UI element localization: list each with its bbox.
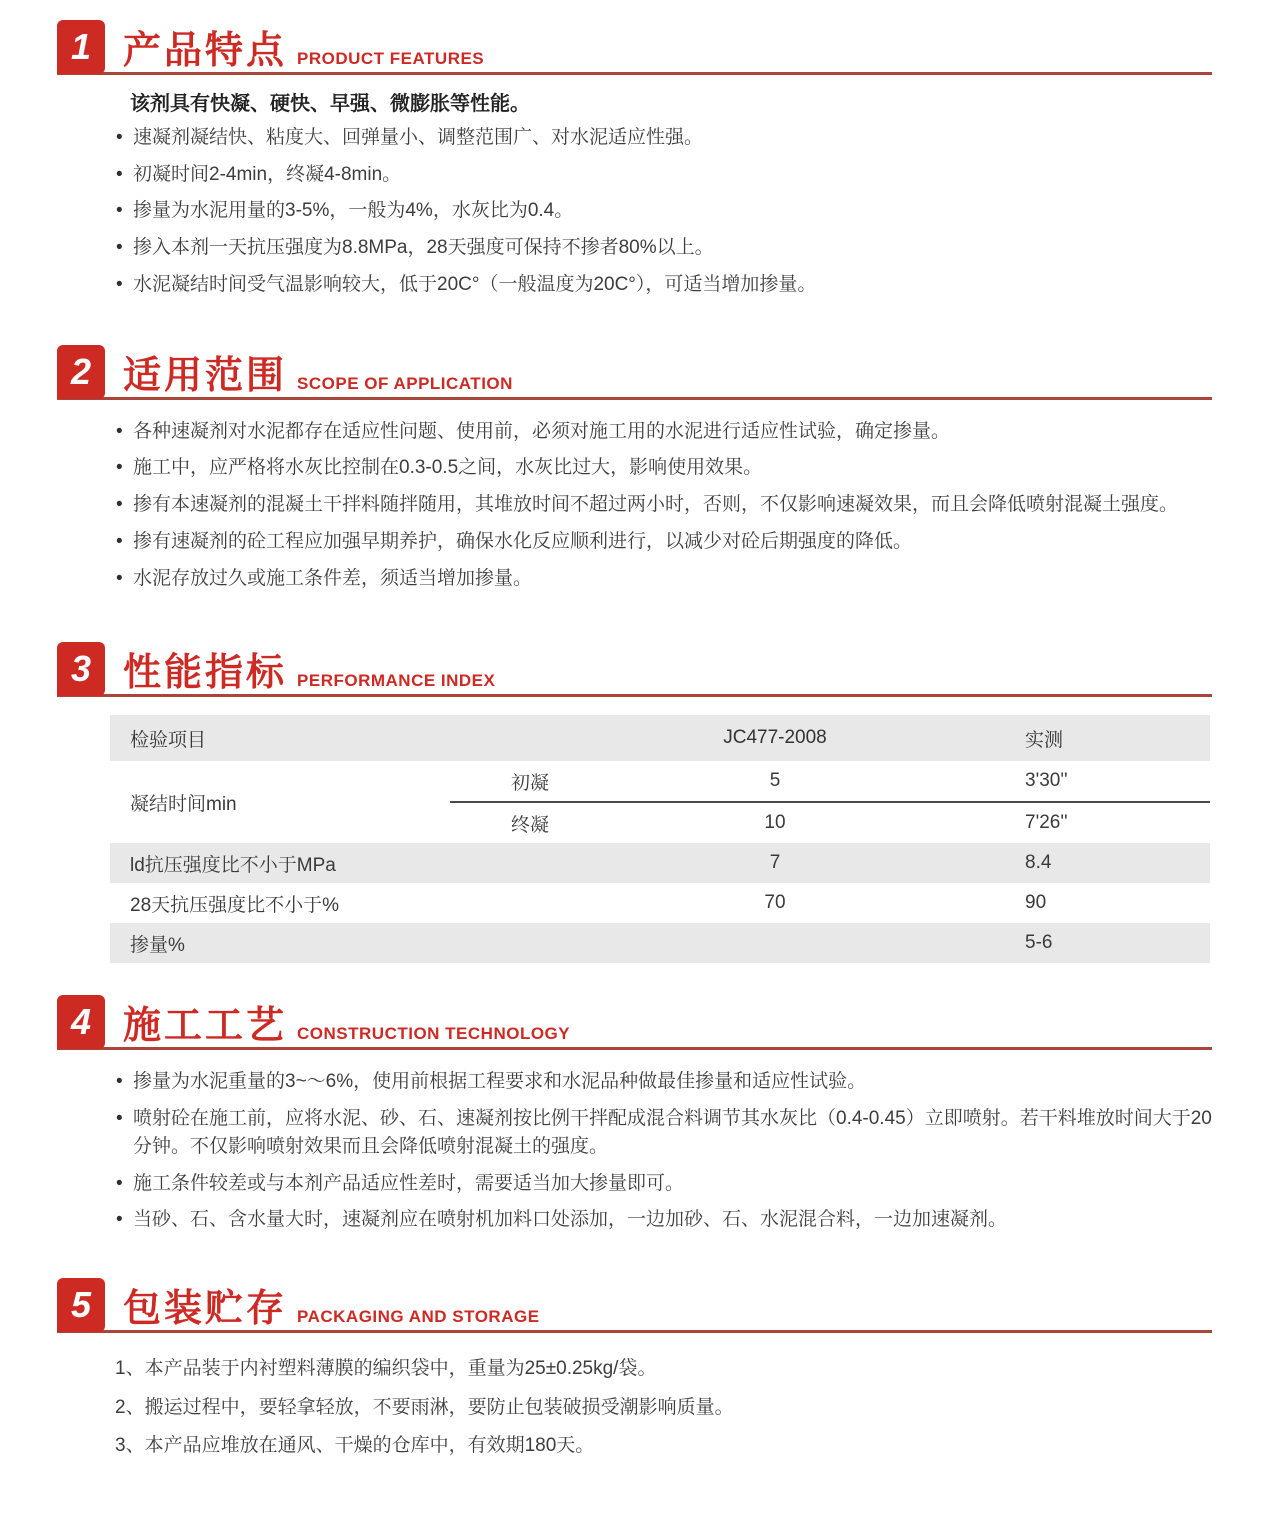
section-4-bullet-list xyxy=(0,1068,1280,1234)
setting-time-group-label: 凝结时间min xyxy=(130,793,237,815)
section-1-bullet-list xyxy=(0,124,1280,299)
section-1-subtitle: PRODUCT FEATURES xyxy=(297,49,485,68)
column-header-standard: JC477-2008 xyxy=(610,715,940,761)
numbered-item: 1、本产品装于内衬塑料薄膜的编织袋中，重量为25±0.25kg/袋。 xyxy=(115,1358,657,1380)
column-header-item: 检验项目 xyxy=(110,715,450,761)
performance-index-table xyxy=(110,715,1210,963)
column-header-blank xyxy=(450,715,610,761)
final-set-standard: 10 xyxy=(764,812,786,834)
section-4-subtitle: CONSTRUCTION TECHNOLOGY xyxy=(297,1024,571,1044)
bullet-item: • 掺量为水泥用量的3-5%，一般为4%，水灰比为0.4。 xyxy=(133,197,1218,225)
initial-set-measured: 3'30'' xyxy=(940,761,1210,802)
table-row xyxy=(110,923,1210,963)
section-5-subtitle: PACKAGING AND STORAGE xyxy=(297,1307,540,1327)
row-measured-value: 5-6 xyxy=(940,923,1210,963)
bullet-item: • 喷射砼在施工前，应将水泥、砂、石、速凝剂按比例干拌配成混合料调节其水灰比（0.4-0.45）立即喷射。若干料堆放时间大于20分钟。不仅影响喷射效果而且会降低喷射混凝土的强度。 xyxy=(133,1105,1218,1160)
section-5-item-list xyxy=(115,1355,1220,1460)
bullet-item: • 掺入本剂一天抗压强度为8.8MPa，28天强度可保持不掺者80%以上。 xyxy=(133,234,1218,262)
row-measured-value: 90 xyxy=(1025,892,1047,914)
row-item-label: 掺量% xyxy=(110,923,610,963)
row-item-label: ld抗压强度比不小于MPa xyxy=(110,843,610,883)
bullet-item: • 施工条件较差或与本剂产品适应性差时，需要适当加大掺量即可。 xyxy=(133,1170,1218,1198)
table-row xyxy=(110,883,1210,923)
section-2-number-badge: 2 xyxy=(57,345,105,399)
initial-set-standard: 5 xyxy=(610,761,940,802)
section-1-intro: 该剂具有快凝、硬快、早强、微膨胀等性能。 xyxy=(130,93,530,115)
section-4-header xyxy=(57,995,1212,1050)
section-3-subtitle: PERFORMANCE INDEX xyxy=(297,671,496,691)
bullet-item: • 初凝时间2-4min，终凝4-8min。 xyxy=(133,161,1218,189)
section-1-number-badge: 1 xyxy=(57,20,105,74)
bullet-item: • 施工中，应严格将水灰比控制在0.3-0.5之间，水灰比过大，影响使用效果。 xyxy=(133,454,1218,482)
bullet-item: • 掺有速凝剂的砼工程应加强早期养护，确保水化反应顺利进行，以减少对砼后期强度的降低。 xyxy=(133,528,1218,556)
table-row xyxy=(110,761,1210,802)
section-2-subtitle: SCOPE OF APPLICATION xyxy=(297,373,513,393)
section-5-header xyxy=(57,1278,1212,1333)
row-standard-value: 70 xyxy=(764,892,786,914)
numbered-item: 2、搬运过程中，要轻拿轻放，不要雨淋，要防止包装破损受潮影响质量。 xyxy=(115,1396,734,1418)
bullet-item: • 速凝剂凝结快、粘度大、回弹量小、调整范围广、对水泥适应性强。 xyxy=(133,124,1218,152)
section-1-title: 产品特点 xyxy=(123,30,288,72)
column-header-measured: 实测 xyxy=(940,715,1210,761)
section-2-header xyxy=(57,345,1212,400)
final-set-measured: 7'26'' xyxy=(1025,812,1068,834)
initial-set-label: 初凝 xyxy=(450,761,610,802)
numbered-item: 3、本产品应堆放在通风、干燥的仓库中，有效期180天。 xyxy=(115,1435,595,1457)
bullet-item: • 水泥存放过久或施工条件差，须适当增加掺量。 xyxy=(133,565,1218,593)
section-3-number-badge: 3 xyxy=(57,642,105,696)
section-4-title: 施工工艺 xyxy=(123,1005,288,1048)
section-1-header xyxy=(57,20,1212,75)
section-3-header xyxy=(57,642,1212,697)
bullet-item: • 当砂、石、含水量大时，速凝剂应在喷射机加料口处添加，一边加砂、石、水泥混合料，一边加速凝剂。 xyxy=(133,1206,1218,1234)
section-4-number-badge: 4 xyxy=(57,995,105,1049)
section-2-title: 适用范围 xyxy=(123,354,288,397)
section-5-number-badge: 5 xyxy=(57,1278,105,1332)
table-row xyxy=(110,843,1210,883)
row-measured-value: 8.4 xyxy=(940,843,1210,883)
section-2-bullet-list xyxy=(0,418,1280,593)
row-standard-value: 7 xyxy=(610,843,940,883)
bullet-item: • 掺量为水泥重量的3~～6%，使用前根据工程要求和水泥品种做最佳掺量和适应性试验。 xyxy=(133,1068,1218,1096)
section-5-title: 包装贮存 xyxy=(123,1288,288,1331)
bullet-item: • 各种速凝剂对水泥都存在适应性问题、使用前，必须对施工用的水泥进行适应性试验，确定掺量。 xyxy=(133,418,1218,446)
bullet-item: • 掺有本速凝剂的混凝土干拌料随拌随用，其堆放时间不超过两小时，否则，不仅影响速凝效果，而且会降低喷射混凝土强度。 xyxy=(133,491,1218,519)
final-set-label: 终凝 xyxy=(510,814,549,836)
table-header-row xyxy=(110,715,1210,761)
row-item-label: 28天抗压强度比不小于% xyxy=(130,894,340,916)
bullet-item: • 水泥凝结时间受气温影响较大，低于20C°（一般温度为20C°），可适当增加掺量。 xyxy=(133,271,1218,299)
section-3-title: 性能指标 xyxy=(123,652,288,695)
row-standard-value xyxy=(610,923,940,963)
